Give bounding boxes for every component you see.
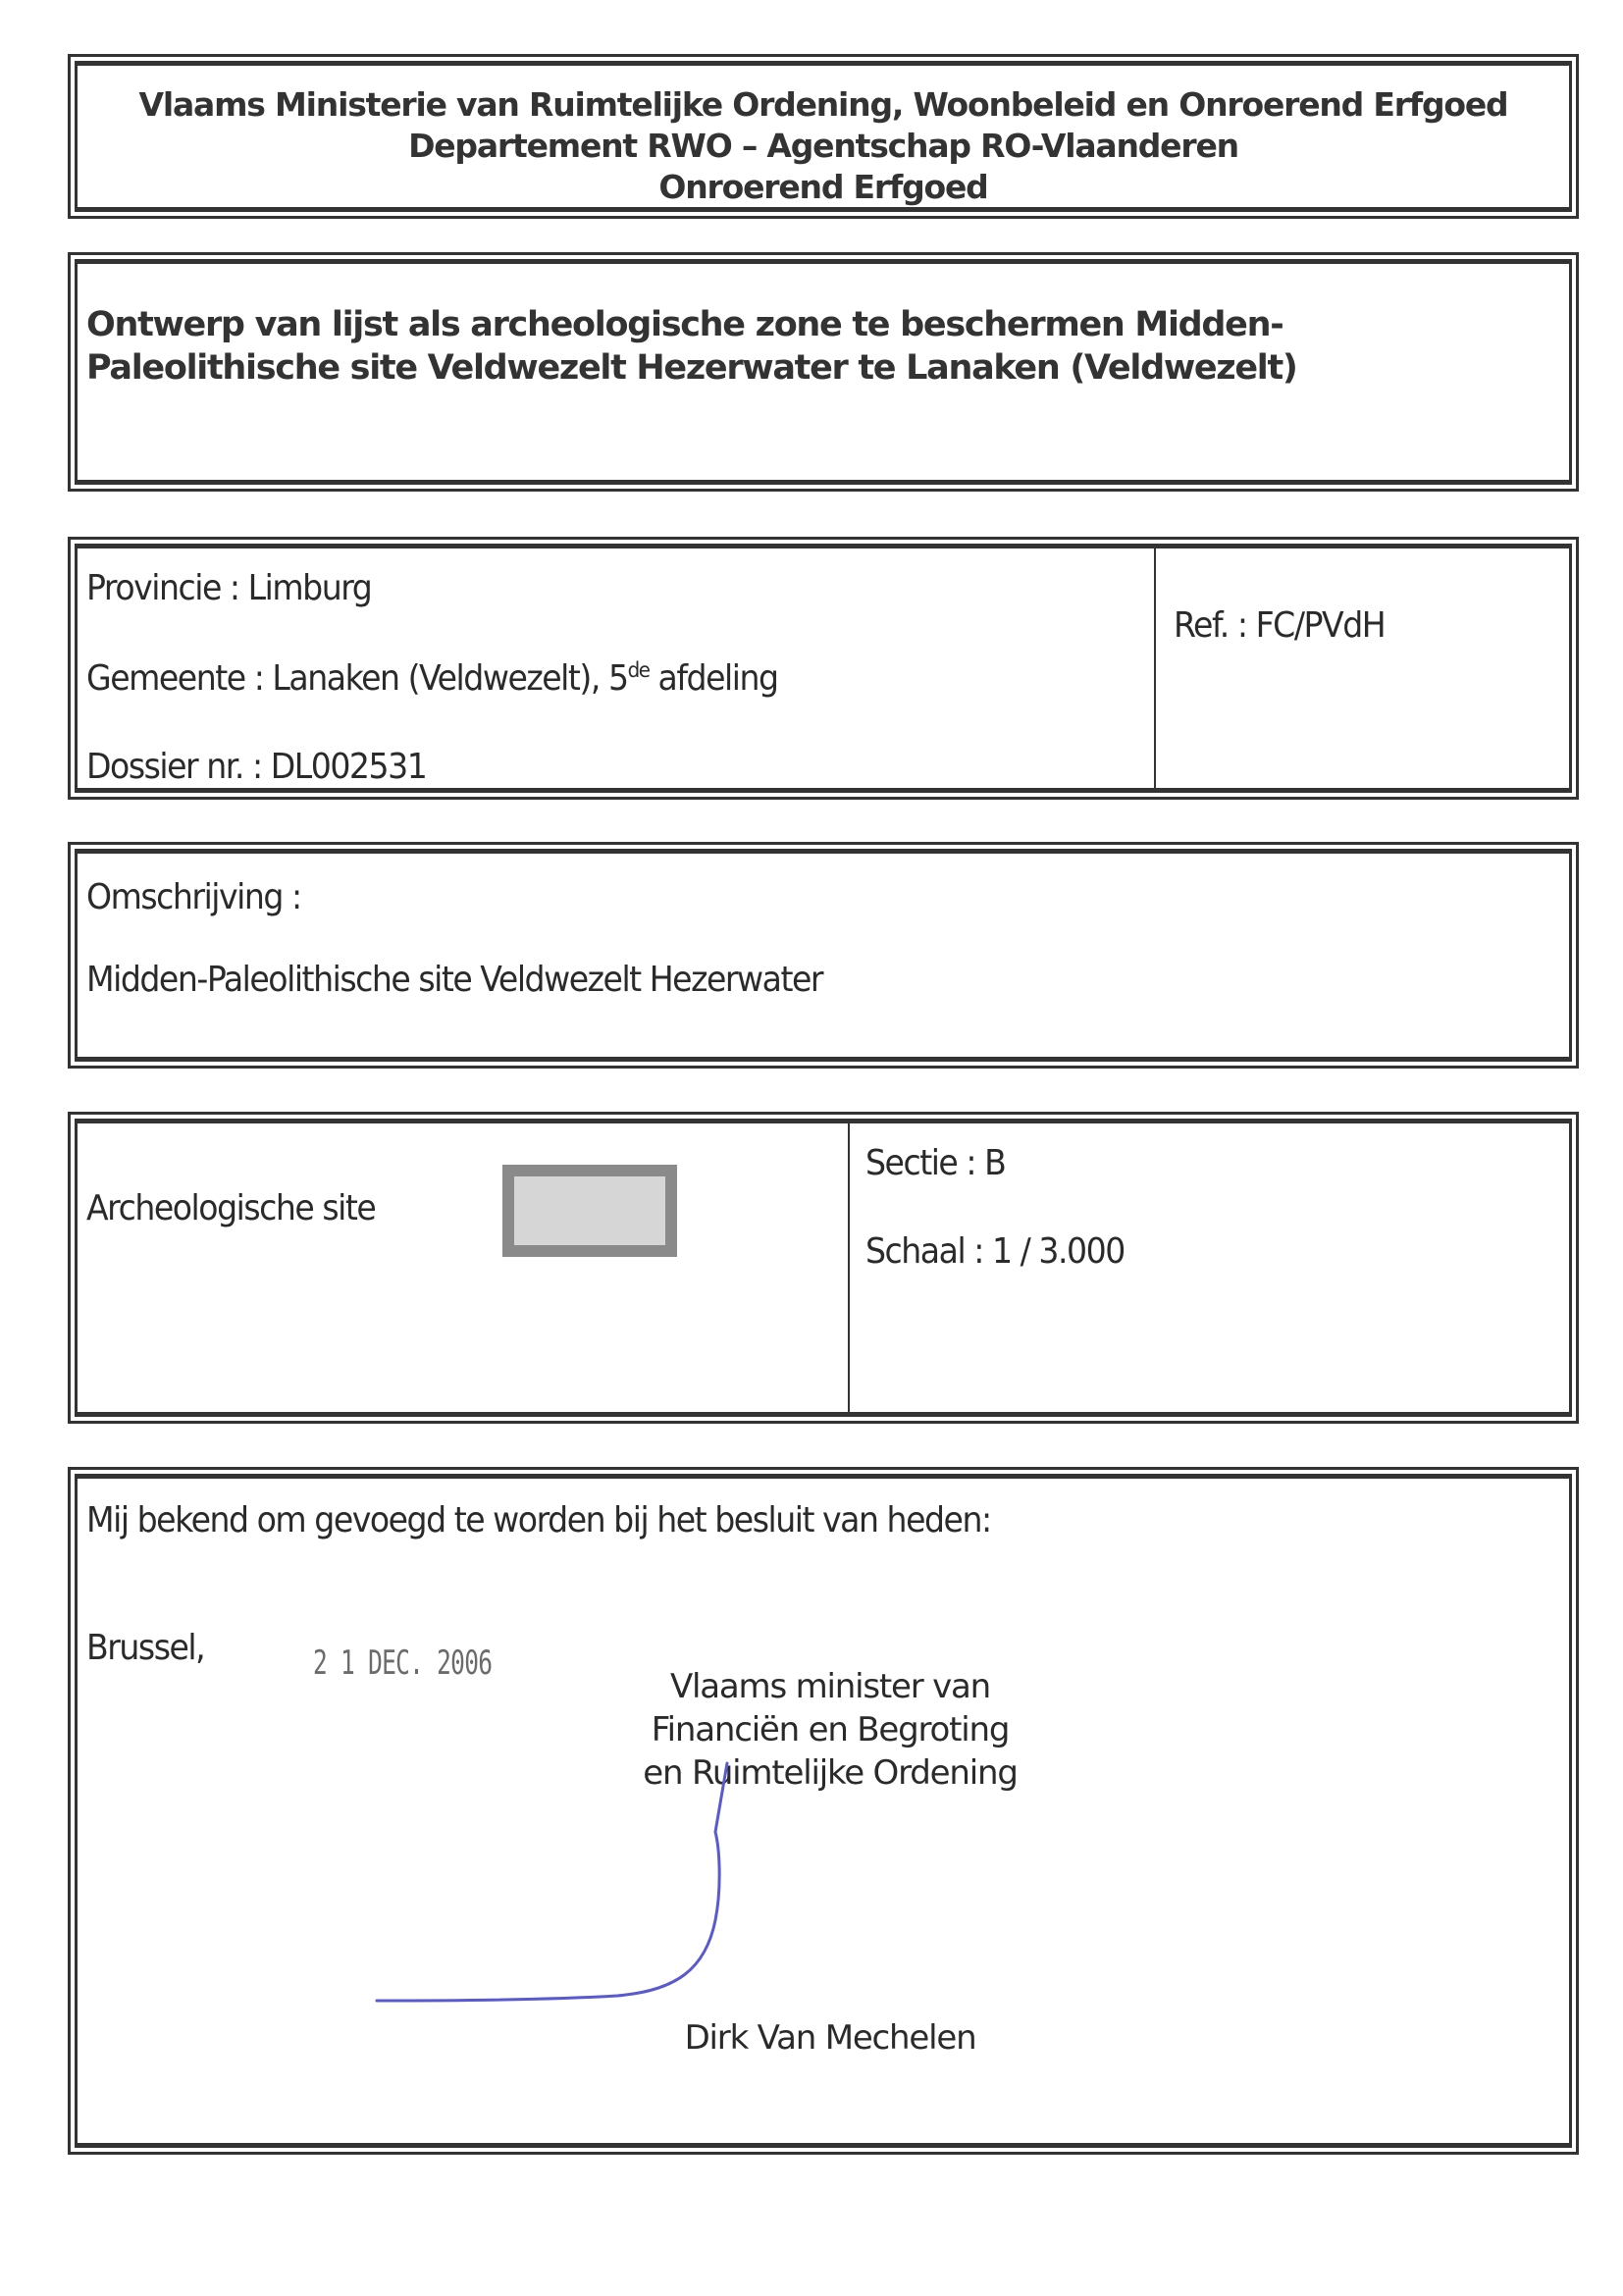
dossier-field: Dossier nr. : DL002531	[86, 747, 427, 787]
header-line-3: Onroerend Erfgoed	[658, 168, 988, 206]
legend-item-label: Archeologische site	[86, 1188, 376, 1228]
title-box	[68, 252, 1579, 492]
description-text: Midden-Paleolithische site Veldwezelt Hezerwater	[86, 960, 823, 1000]
column-divider	[1154, 548, 1156, 788]
provincie-field: Provincie : Limburg	[86, 568, 372, 608]
location-box-inner	[75, 544, 1572, 793]
description-box-inner	[75, 849, 1572, 1062]
header-box-inner	[75, 61, 1572, 212]
description-box	[68, 842, 1579, 1069]
minister-title-line-2: Financiën en Begroting	[651, 1710, 1010, 1749]
gemeente-afdeling: afdeling	[649, 658, 778, 699]
title-box-inner	[75, 259, 1572, 485]
gemeente-field	[86, 658, 778, 699]
signature-box-inner	[75, 1474, 1572, 2148]
gemeente-text: Gemeente : Lanaken (Veldwezelt), 5	[86, 658, 628, 699]
signature-box	[68, 1467, 1579, 2155]
approval-statement: Mij bekend om gevoegd te worden bij het besluit van heden:	[86, 1500, 991, 1540]
legend-box	[68, 1112, 1579, 1424]
sectie-field: Sectie : B	[865, 1143, 1006, 1183]
signatory-name: Dirk Van Mechelen	[684, 2018, 976, 2058]
header-line-2: Departement RWO – Agentschap RO-Vlaanderen	[408, 127, 1238, 165]
header-box	[68, 54, 1579, 219]
signature-stroke	[377, 1763, 727, 2001]
description-label: Omschrijving :	[86, 877, 301, 917]
archeological-site-swatch	[502, 1165, 677, 1257]
header-line-1: Vlaams Ministerie van Ruimtelijke Ordening, Woonbeleid en Onroerend Erfgoed	[138, 85, 1508, 124]
handwritten-signature	[78, 1479, 1255, 2166]
column-divider	[848, 1123, 850, 1412]
minister-title-line-3: en Ruimtelijke Ordening	[643, 1753, 1018, 1793]
date-stamp: 2 1 DEC. 2006	[313, 1644, 493, 1683]
schaal-field: Schaal : 1 / 3.000	[865, 1231, 1125, 1272]
document-title-line-2: Paleolithische site Veldwezelt Hezerwater te Lanaken (Veldwezelt)	[86, 348, 1297, 388]
gemeente-ordinal-suffix: de	[627, 658, 650, 683]
document-title-line-1: Ontwerp van lijst als archeologische zone te beschermen Midden-	[86, 305, 1283, 344]
reference-field: Ref. : FC/PVdH	[1174, 605, 1386, 646]
place-label: Brussel,	[86, 1628, 205, 1668]
legend-box-inner	[75, 1119, 1572, 1417]
location-box	[68, 537, 1579, 800]
minister-title-line-1: Vlaams minister van	[669, 1667, 991, 1706]
